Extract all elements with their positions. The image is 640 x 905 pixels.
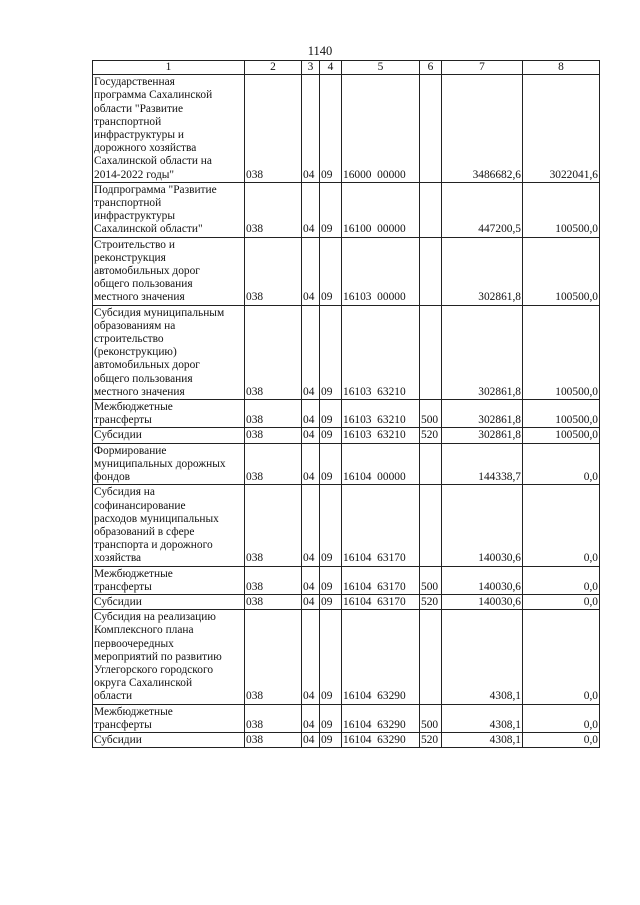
table-row bbox=[93, 704, 600, 732]
target-article-code: 16104 63290 bbox=[342, 732, 420, 747]
ministry-code: 038 bbox=[245, 305, 302, 399]
row-name: Государственная программа Сахалинской области "Развитие транспортной инфраструктуры и дорожного хозяйства Сахалинской области на 2014-2022 годы" bbox=[93, 75, 245, 183]
expense-type-code: 500 bbox=[420, 400, 442, 428]
subsection-code: 09 bbox=[320, 237, 342, 305]
target-article-code: 16103 63210 bbox=[342, 428, 420, 443]
section-code: 04 bbox=[302, 610, 320, 704]
col-header-5: 5 bbox=[342, 61, 420, 75]
amount-2021: 140030,6 bbox=[442, 566, 523, 594]
expense-type-code bbox=[420, 305, 442, 399]
subsection-code: 09 bbox=[320, 75, 342, 183]
section-code: 04 bbox=[302, 443, 320, 485]
col-header-6: 6 bbox=[420, 61, 442, 75]
expense-type-code bbox=[420, 443, 442, 485]
amount-2022: 0,0 bbox=[523, 610, 600, 704]
target-article-code: 16104 63170 bbox=[342, 485, 420, 566]
amount-2021: 4308,1 bbox=[442, 610, 523, 704]
amount-2021: 302861,8 bbox=[442, 428, 523, 443]
section-code: 04 bbox=[302, 182, 320, 237]
amount-2022: 100500,0 bbox=[523, 305, 600, 399]
col-header-1: 1 bbox=[93, 61, 245, 75]
table-row bbox=[93, 400, 600, 428]
row-name: Субсидии bbox=[93, 428, 245, 443]
ministry-code: 038 bbox=[245, 75, 302, 183]
subsection-code: 09 bbox=[320, 443, 342, 485]
amount-2021: 140030,6 bbox=[442, 485, 523, 566]
col-header-4: 4 bbox=[320, 61, 342, 75]
table-row bbox=[93, 305, 600, 399]
subsection-code: 09 bbox=[320, 594, 342, 609]
page-number: 1140 bbox=[307, 44, 333, 58]
ministry-code: 038 bbox=[245, 485, 302, 566]
section-code: 04 bbox=[302, 485, 320, 566]
subsection-code: 09 bbox=[320, 428, 342, 443]
subsection-code: 09 bbox=[320, 610, 342, 704]
expense-type-code: 500 bbox=[420, 704, 442, 732]
col-header-7: 7 bbox=[442, 61, 523, 75]
target-article-code: 16103 00000 bbox=[342, 237, 420, 305]
amount-2021: 302861,8 bbox=[442, 305, 523, 399]
amount-2021: 140030,6 bbox=[442, 594, 523, 609]
ministry-code: 038 bbox=[245, 182, 302, 237]
header-row bbox=[93, 61, 600, 75]
section-code: 04 bbox=[302, 428, 320, 443]
ministry-code: 038 bbox=[245, 610, 302, 704]
row-name: Субсидии bbox=[93, 594, 245, 609]
col-header-3: 3 bbox=[302, 61, 320, 75]
expense-type-code: 500 bbox=[420, 566, 442, 594]
budget-table bbox=[92, 60, 600, 748]
ministry-code: 038 bbox=[245, 443, 302, 485]
amount-2022: 0,0 bbox=[523, 443, 600, 485]
expense-type-code: 520 bbox=[420, 428, 442, 443]
subsection-code: 09 bbox=[320, 182, 342, 237]
amount-2021: 302861,8 bbox=[442, 237, 523, 305]
row-name: Субсидия муниципальным образованиям на строительство (реконструкцию) автомобильных дорог общего пользования местного значения bbox=[93, 305, 245, 399]
col-header-8: 8 bbox=[523, 61, 600, 75]
row-name: Субсидия на софинансирование расходов муниципальных образований в сфере транспорта и дорожного хозяйства bbox=[93, 485, 245, 566]
ministry-code: 038 bbox=[245, 704, 302, 732]
target-article-code: 16104 63290 bbox=[342, 704, 420, 732]
expense-type-code: 520 bbox=[420, 594, 442, 609]
section-code: 04 bbox=[302, 400, 320, 428]
target-article-code: 16104 63170 bbox=[342, 566, 420, 594]
amount-2022: 100500,0 bbox=[523, 428, 600, 443]
section-code: 04 bbox=[302, 594, 320, 609]
table-row bbox=[93, 182, 600, 237]
expense-type-code: 520 bbox=[420, 732, 442, 747]
table-row bbox=[93, 610, 600, 704]
section-code: 04 bbox=[302, 237, 320, 305]
amount-2022: 0,0 bbox=[523, 594, 600, 609]
target-article-code: 16100 00000 bbox=[342, 182, 420, 237]
table-row bbox=[93, 566, 600, 594]
amount-2021: 302861,8 bbox=[442, 400, 523, 428]
amount-2022: 0,0 bbox=[523, 566, 600, 594]
subsection-code: 09 bbox=[320, 305, 342, 399]
ministry-code: 038 bbox=[245, 400, 302, 428]
table-row bbox=[93, 443, 600, 485]
expense-type-code bbox=[420, 75, 442, 183]
subsection-code: 09 bbox=[320, 566, 342, 594]
row-name: Межбюджетные трансферты bbox=[93, 566, 245, 594]
subsection-code: 09 bbox=[320, 732, 342, 747]
amount-2022: 100500,0 bbox=[523, 182, 600, 237]
table-row bbox=[93, 485, 600, 566]
ministry-code: 038 bbox=[245, 237, 302, 305]
amount-2021: 144338,7 bbox=[442, 443, 523, 485]
section-code: 04 bbox=[302, 732, 320, 747]
table-row bbox=[93, 237, 600, 305]
amount-2022: 0,0 bbox=[523, 704, 600, 732]
amount-2021: 447200,5 bbox=[442, 182, 523, 237]
ministry-code: 038 bbox=[245, 428, 302, 443]
target-article-code: 16104 63170 bbox=[342, 594, 420, 609]
row-name: Межбюджетные трансферты bbox=[93, 400, 245, 428]
subsection-code: 09 bbox=[320, 400, 342, 428]
section-code: 04 bbox=[302, 566, 320, 594]
ministry-code: 038 bbox=[245, 566, 302, 594]
row-name: Строительство и реконструкция автомобильных дорог общего пользования местного значения bbox=[93, 237, 245, 305]
row-name: Субсидии bbox=[93, 732, 245, 747]
target-article-code: 16103 63210 bbox=[342, 305, 420, 399]
section-code: 04 bbox=[302, 704, 320, 732]
col-header-2: 2 bbox=[245, 61, 302, 75]
table-row bbox=[93, 75, 600, 183]
amount-2022: 0,0 bbox=[523, 732, 600, 747]
ministry-code: 038 bbox=[245, 594, 302, 609]
amount-2022: 100500,0 bbox=[523, 237, 600, 305]
section-code: 04 bbox=[302, 75, 320, 183]
expense-type-code bbox=[420, 485, 442, 566]
amount-2022: 0,0 bbox=[523, 485, 600, 566]
amount-2022: 3022041,6 bbox=[523, 75, 600, 183]
expense-type-code bbox=[420, 237, 442, 305]
table-row bbox=[93, 594, 600, 609]
target-article-code: 16104 63290 bbox=[342, 610, 420, 704]
expense-type-code bbox=[420, 182, 442, 237]
subsection-code: 09 bbox=[320, 485, 342, 566]
subsection-code: 09 bbox=[320, 704, 342, 732]
ministry-code: 038 bbox=[245, 732, 302, 747]
target-article-code: 16000 00000 bbox=[342, 75, 420, 183]
row-name: Подпрограмма "Развитие транспортной инфраструктуры Сахалинской области" bbox=[93, 182, 245, 237]
amount-2021: 3486682,6 bbox=[442, 75, 523, 183]
target-article-code: 16103 63210 bbox=[342, 400, 420, 428]
section-code: 04 bbox=[302, 305, 320, 399]
row-name: Межбюджетные трансферты bbox=[93, 704, 245, 732]
amount-2021: 4308,1 bbox=[442, 704, 523, 732]
row-name: Формирование муниципальных дорожных фондов bbox=[93, 443, 245, 485]
expense-type-code bbox=[420, 610, 442, 704]
table-row bbox=[93, 732, 600, 747]
row-name: Субсидия на реализацию Комплексного плана первоочередных мероприятий по развитию Углегорского городского округа Сахалинской области bbox=[93, 610, 245, 704]
amount-2021: 4308,1 bbox=[442, 732, 523, 747]
table-row bbox=[93, 428, 600, 443]
amount-2022: 100500,0 bbox=[523, 400, 600, 428]
target-article-code: 16104 00000 bbox=[342, 443, 420, 485]
